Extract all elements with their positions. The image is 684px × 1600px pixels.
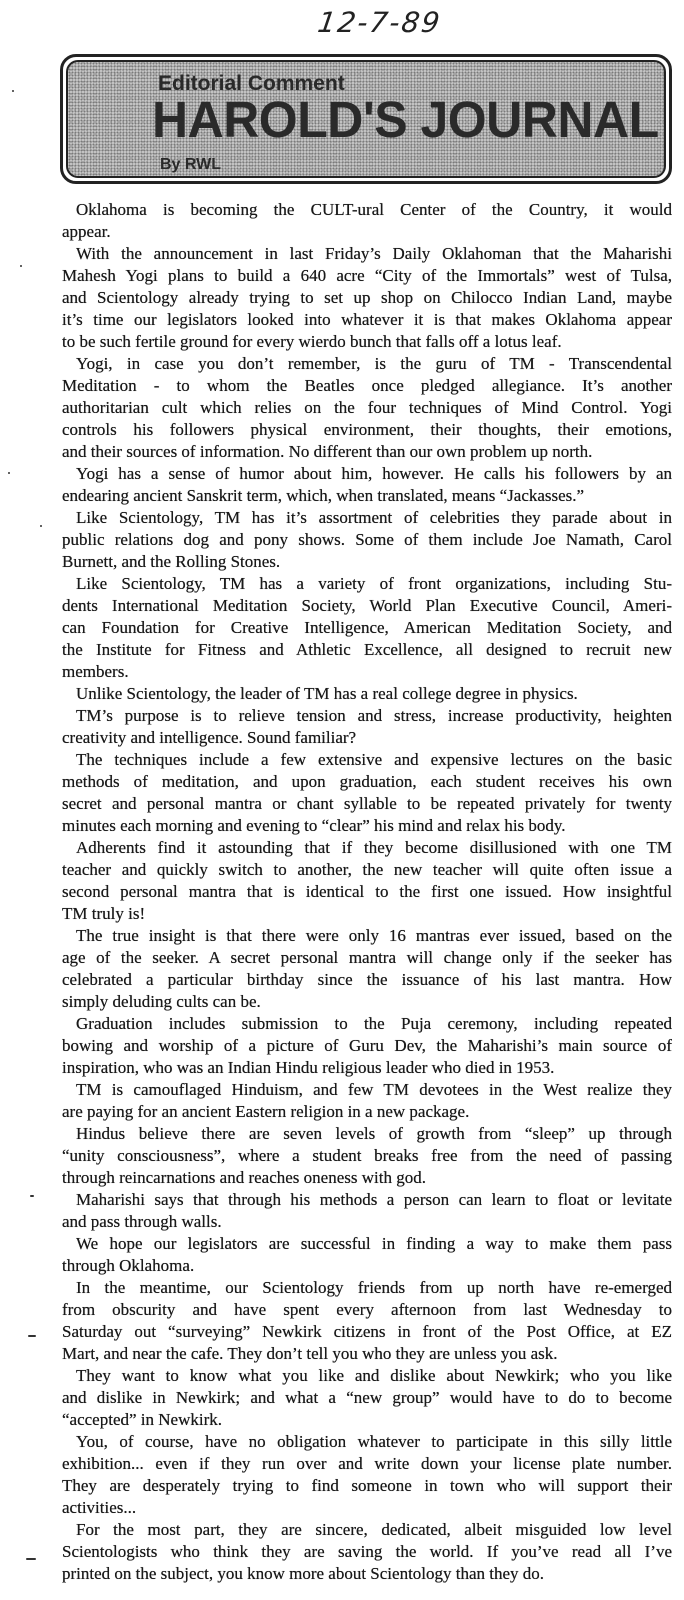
article-line: second personal mantra that is identical to the first one issued. How insightful	[62, 882, 672, 901]
article-line: through Oklahoma.	[62, 1256, 195, 1275]
article-paragraph	[62, 925, 672, 1013]
article-line: “accepted” in Newkirk.	[62, 1410, 222, 1429]
article-paragraph	[62, 1277, 672, 1365]
article-paragraph	[62, 749, 672, 837]
article-paragraph	[62, 1189, 672, 1233]
article-paragraph	[62, 199, 672, 243]
article-line: from obscurity and have spent every afternoon from last Wednesday to	[62, 1300, 672, 1319]
article-line: exhibition... even if they run over and write down your license plate number.	[62, 1454, 672, 1473]
article-paragraph	[62, 837, 672, 925]
article-line: to be such fertile ground for every wierdo bunch that falls off a lotus leaf.	[62, 332, 562, 351]
scan-speck	[30, 1195, 34, 1197]
article-body	[62, 199, 672, 1585]
article-line: bowing and worship of a picture of Guru Dev, the Maharishi’s main source of	[62, 1036, 672, 1055]
article-paragraph	[62, 1123, 672, 1189]
article-line: and dislike in Newkirk; and what a “new group” would have to do to become	[62, 1388, 672, 1407]
article-paragraph	[62, 1431, 672, 1519]
article-line: In the meantime, our Scientology friends from up north have re-emerged	[76, 1278, 672, 1297]
masthead-title: HAROLD'S JOURNAL	[152, 91, 659, 148]
masthead-halftone-panel	[66, 60, 666, 178]
article-line: Oklahoma is becoming the CULT-ural Center of the Country, it would	[76, 200, 672, 219]
article-line: Yogi has a sense of humor about him, however. He calls his followers by an	[76, 464, 672, 483]
article-line: The techniques include a few extensive and expensive lectures on the basic	[76, 750, 672, 769]
article-line: They want to know what you like and dislike about Newkirk; who you like	[76, 1366, 672, 1385]
article-paragraph	[62, 1365, 672, 1431]
article-paragraph	[62, 1519, 672, 1585]
article-line: and pass through walls.	[62, 1212, 222, 1231]
article-line: authoritarian cult which relies on the four techniques of Mind Control. Yogi	[62, 398, 672, 417]
article-line: We hope our legislators are successful in finding a way to make them pass	[76, 1234, 672, 1253]
article-paragraph	[62, 573, 672, 683]
article-line: endearing ancient Sanskrit term, which, when translated, means “Jackasses.”	[62, 486, 585, 505]
article-line: simply deluding cults can be.	[62, 992, 261, 1011]
article-line: Like Scientology, TM has a variety of front organizations, including Stu-	[76, 574, 672, 593]
masthead-byline: By RWL	[160, 156, 222, 173]
article-line: TM is camouflaged Hinduism, and few TM devotees in the West realize they	[76, 1080, 672, 1099]
article-paragraph	[62, 353, 672, 463]
article-line: Like Scientology, TM has it’s assortment of celebrities they parade about in	[76, 508, 672, 527]
article-line: inspiration, who was an Indian Hindu religious leader who died in 1953.	[62, 1058, 555, 1077]
masthead	[60, 54, 672, 184]
article-paragraph	[62, 1079, 672, 1123]
article-line: it’s time our legislators looked into whatever it is that makes Oklahoma appear	[62, 310, 672, 329]
handwritten-date: 12-7-89	[315, 6, 444, 39]
article-paragraph	[62, 463, 672, 507]
article-line: teacher and quickly switch to another, the new teacher will quite often issue a	[62, 860, 672, 879]
article-line: Unlike Scientology, the leader of TM has a real college degree in physics.	[76, 684, 578, 703]
article-line: Meditation - to whom the Beatles once pledged allegiance. It’s another	[62, 376, 672, 395]
article-line: public relations dog and pony shows. Some of them include Joe Namath, Carol	[62, 530, 672, 549]
article-line: Mahesh Yogi plans to build a 640 acre “City of the Immortals” west of Tulsa,	[62, 266, 672, 285]
article-line: Burnett, and the Rolling Stones.	[62, 552, 281, 571]
masthead-kicker: Editorial Comment	[158, 72, 345, 95]
article-line: the Institute for Fitness and Athletic Excellence, all designed to recruit new	[62, 640, 672, 659]
article-line: appear.	[62, 222, 111, 241]
article-line: and their sources of information. No different than our own problem up north.	[62, 442, 593, 461]
article-line: minutes each morning and evening to “clear” his mind and relax his body.	[62, 816, 566, 835]
article-line: controls his followers physical environment, their thoughts, their emotions,	[62, 420, 672, 439]
article-paragraph	[62, 1233, 672, 1277]
scan-speck	[40, 525, 42, 527]
article-line: With the announcement in last Friday’s Daily Oklahoman that the Maharishi	[76, 244, 672, 263]
scan-speck	[28, 1335, 36, 1337]
article-line: The true insight is that there were only 16 mantras ever issued, based on the	[76, 926, 672, 945]
article-line: They are desperately trying to find someone in town who will support their	[62, 1476, 672, 1495]
scan-speck	[26, 1558, 36, 1560]
scan-speck	[12, 90, 14, 92]
article-paragraph	[62, 507, 672, 573]
article-line: Hindus believe there are seven levels of growth from “sleep” up through	[76, 1124, 672, 1143]
article-line: For the most part, they are sincere, dedicated, albeit misguided low level	[76, 1520, 672, 1539]
article-line: creativity and intelligence. Sound familiar?	[62, 728, 357, 747]
article-line: printed on the subject, you know more about Scientology than they do.	[62, 1564, 545, 1583]
article-line: celebrated a particular birthday since the issuance of his last mantra. How	[62, 970, 672, 989]
scan-speck	[20, 265, 22, 267]
article-paragraph	[62, 1013, 672, 1079]
article-line: Graduation includes submission to the Puja ceremony, including repeated	[76, 1014, 672, 1033]
scan-speck	[8, 472, 10, 474]
article-line: activities...	[62, 1498, 137, 1517]
article-line: dents International Meditation Society, World Plan Executive Council, Ameri-	[62, 596, 672, 615]
article-line: Saturday out “surveying” Newkirk citizens in front of the Post Office, at EZ	[62, 1322, 672, 1341]
article-paragraph	[62, 705, 672, 749]
article-line: can Foundation for Creative Intelligence, American Meditation Society, and	[62, 618, 672, 637]
article-line: Maharishi says that through his methods a person can learn to float or levitate	[76, 1190, 672, 1209]
article-line: methods of meditation, and upon graduation, each student receives his own	[62, 772, 672, 791]
article-line: and Scientology already trying to set up shop on Chilocco Indian Land, maybe	[62, 288, 672, 307]
article-line: TM’s purpose is to relieve tension and stress, increase productivity, heighten	[76, 706, 672, 725]
article-line: Yogi, in case you don’t remember, is the guru of TM - Transcendental	[76, 354, 672, 373]
article-paragraph	[62, 683, 672, 705]
article-line: through reincarnations and reaches oneness with god.	[62, 1168, 426, 1187]
article-line: Adherents find it astounding that if they become disillusioned with one TM	[76, 838, 672, 857]
article-line: age of the seeker. A secret personal mantra will change only if the seeker has	[62, 948, 672, 967]
article-line: You, of course, have no obligation whatever to participate in this silly little	[76, 1432, 672, 1451]
article-line: Mart, and near the cafe. They don’t tell you who they are unless you ask.	[62, 1344, 558, 1363]
article-paragraph	[62, 243, 672, 353]
article-line: TM truly is!	[62, 904, 146, 923]
article-line: members.	[62, 662, 129, 681]
article-line: “unity consciousness”, where a student breaks free from the need of passing	[62, 1146, 672, 1165]
article-line: are paying for an ancient Eastern religion in a new package.	[62, 1102, 470, 1121]
article-line: secret and personal mantra or chant syllable to be repeated privately for twenty	[62, 794, 672, 813]
article-line: Scientologists who think they are saving the world. If you’ve read all I’ve	[62, 1542, 672, 1561]
